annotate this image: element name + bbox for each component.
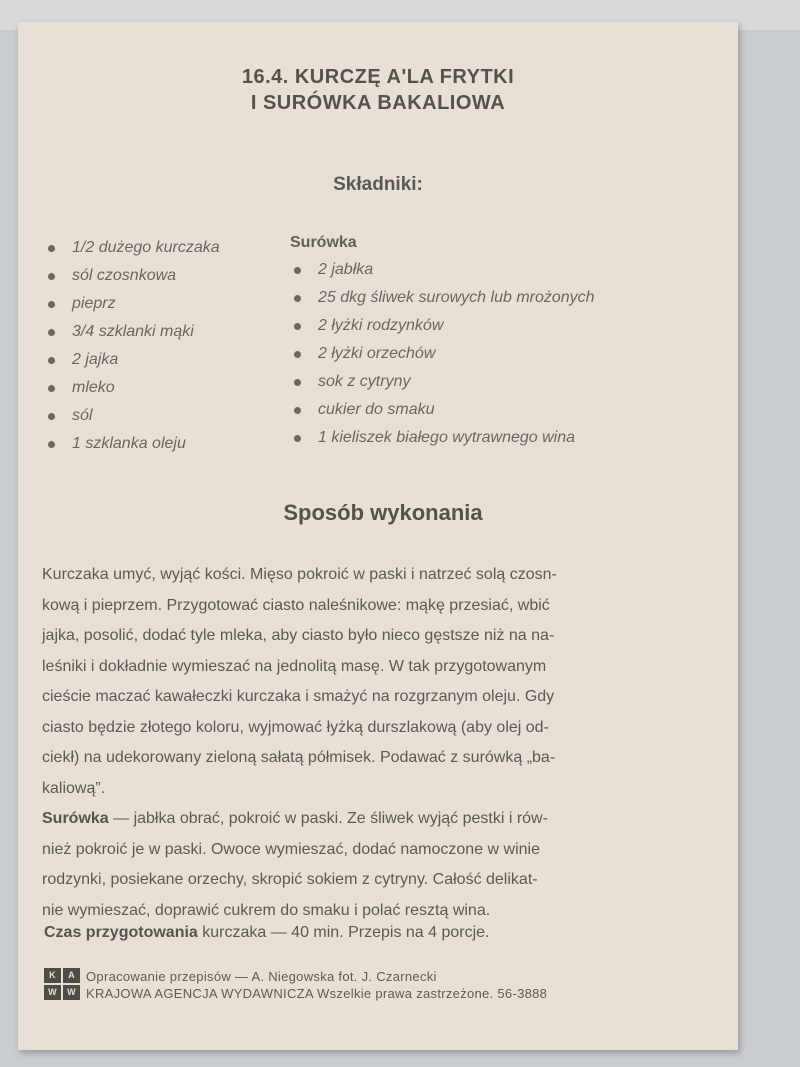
ingredient-text: 2 łyżki orzechów xyxy=(318,345,436,362)
logo-letter: K xyxy=(44,968,61,983)
ingredient-text: 1 kieliszek białego wytrawnego wina xyxy=(318,429,576,446)
credits-line: Opracowanie przepisów — A. Niegowska fot. J. Czarnecki xyxy=(86,969,437,984)
ingredient-text: 1/2 dużego kurczaka xyxy=(72,239,220,256)
main-ingredients-list xyxy=(44,234,220,458)
method-line: ciekł) na udekorowany zieloną sałatą półmisek. Podawać z surówką „bа- xyxy=(42,749,556,766)
ingredient-item xyxy=(44,402,220,430)
ingredient-item xyxy=(290,396,595,424)
ingredient-item xyxy=(44,262,220,290)
bullet-icon xyxy=(48,273,55,280)
ingredient-item xyxy=(44,374,220,402)
bullet-icon xyxy=(48,385,55,392)
method-line: kaliową”. xyxy=(42,779,106,797)
bullet-icon xyxy=(48,413,55,420)
method-line: cieście maczać kawałeczki kurczaka i smażyć na rozgrzanym oleju. Gdy xyxy=(42,688,555,705)
method-line: nie wymieszać, doprawić cukrem do smaku i polać resztą wina. xyxy=(42,901,491,919)
preparation-time-label: Czas przygotowania xyxy=(44,924,198,941)
ingredient-item xyxy=(290,340,595,368)
ingredient-item xyxy=(44,318,220,346)
ingredient-item xyxy=(290,368,595,396)
method-line: kową i pieprzem. Przygotować ciasto naleśnikowe: mąkę przesiać, wbić xyxy=(42,596,550,614)
ingredient-item xyxy=(290,312,595,340)
publisher-line: KRAJOWA AGENCJA WYDAWNICZA Wszelkie prawa zastrzeżone. 56-3888 xyxy=(86,986,548,1001)
ingredient-item xyxy=(44,290,220,318)
ingredients-heading: Składniki: xyxy=(333,174,423,195)
ingredient-item xyxy=(44,430,220,458)
ingredient-text: sól xyxy=(72,407,93,424)
bullet-icon xyxy=(48,301,55,308)
logo-letter: W xyxy=(44,985,61,1000)
salad-ingredients-list xyxy=(290,256,595,452)
ingredient-text: sól czosnkowa xyxy=(72,267,177,284)
bullet-icon xyxy=(294,351,301,358)
ingredient-text: cukier do smaku xyxy=(318,401,435,418)
method-line: jajka, posolić, dodać tyle mleka, aby ciasto było nieco gęstsze niż na na- xyxy=(42,627,555,644)
salad-label: Surówka xyxy=(42,810,109,827)
bullet-icon xyxy=(48,245,55,252)
preparation-time-text: kurczaka — 40 min. Przepis na 4 porcje. xyxy=(197,924,490,941)
ingredient-text: 1 szklanka oleju xyxy=(72,435,186,452)
bullet-icon xyxy=(294,379,301,386)
bullet-icon xyxy=(294,295,301,302)
bullet-icon xyxy=(48,329,55,336)
logo-letter: A xyxy=(63,968,80,983)
recipe-title xyxy=(18,64,738,116)
ingredient-item xyxy=(290,256,595,284)
method-line: Kurczaka umyć, wyjąć kości. Mięso pokroić w paski i natrzeć solą czosn- xyxy=(42,566,557,583)
bullet-icon xyxy=(294,435,301,442)
bullet-icon xyxy=(294,267,301,274)
ingredient-text: pieprz xyxy=(72,295,116,312)
title-line: 16.4. KURCZĘ A'LA FRYTKI xyxy=(241,66,515,88)
method-line: ciasto będzie złotego koloru, wyjmować łyżką durszlakową (aby olej od- xyxy=(42,718,549,736)
footer-text xyxy=(86,968,547,1002)
bullet-icon xyxy=(48,441,55,448)
ingredient-text: 2 jajka xyxy=(72,351,119,368)
ingredient-item xyxy=(290,424,595,452)
bullet-icon xyxy=(294,407,301,414)
title-line: I SURÓWKA BAKALIOWA xyxy=(250,92,506,114)
method-line: rodzynki, posiekane orzechy, skropić sokiem z cytryny. Całość delikat- xyxy=(42,871,538,888)
ingredient-text: 2 łyżki rodzynków xyxy=(318,317,444,334)
ingredient-text: 2 jabłka xyxy=(318,261,374,278)
publisher-logo xyxy=(44,968,80,1000)
bullet-icon xyxy=(294,323,301,330)
salad-ingredients-heading: Surówka xyxy=(290,234,357,251)
salad-method-line xyxy=(42,804,702,835)
recipe-card xyxy=(18,22,738,1050)
method-line: nież pokroić je w paski. Owoce wymieszać, dodać namoczone w winie xyxy=(42,840,540,858)
preparation-time xyxy=(44,924,490,942)
ingredient-text: 25 dkg śliwek surowych lub mrożonych xyxy=(318,289,595,306)
ingredient-text: mleko xyxy=(72,379,115,396)
ingredient-item xyxy=(290,284,595,312)
bullet-icon xyxy=(48,357,55,364)
method-line: leśniki i dokładnie wymieszać na jednolitą masę. W tak przygotowanym xyxy=(42,657,547,675)
method-text xyxy=(42,560,702,926)
method-heading: Sposób wykonania xyxy=(283,500,483,525)
logo-letter: W xyxy=(63,985,80,1000)
ingredient-item xyxy=(44,346,220,374)
salad-method-text: — jabłka obrać, pokroić w paski. Ze śliwek wyjąć pestki i rów- xyxy=(108,810,548,827)
ingredient-item xyxy=(44,234,220,262)
ingredient-text: 3/4 szklanki mąki xyxy=(72,323,194,340)
ingredient-text: sok z cytryny xyxy=(318,373,411,390)
